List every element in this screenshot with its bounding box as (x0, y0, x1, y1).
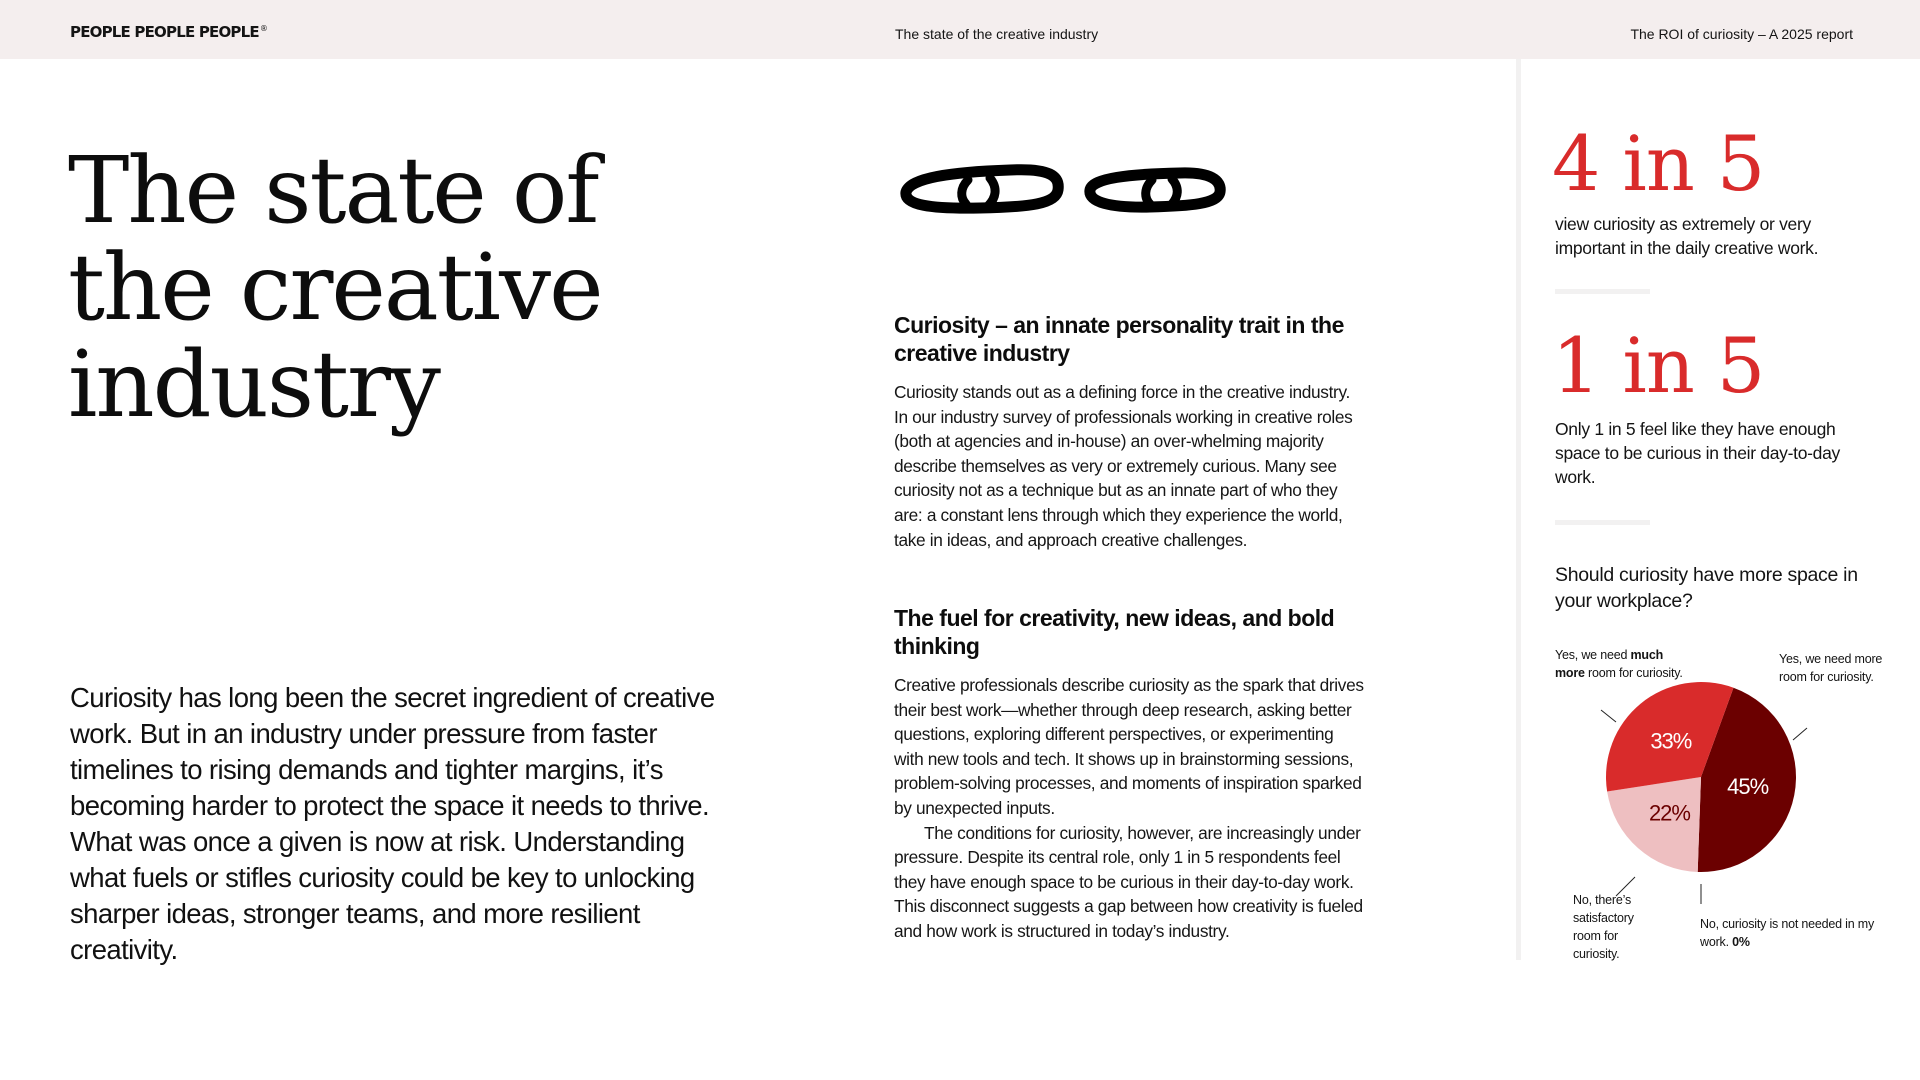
callout-text: Yes, we need (1555, 648, 1631, 662)
report-title: The ROI of curiosity – A 2025 report (1630, 26, 1853, 42)
logo-text: PEOPLE PEOPLE PEOPLE (70, 23, 259, 41)
chain-links-icon (890, 150, 1240, 230)
stat-divider (1555, 520, 1650, 525)
pie-slice-label: 22% (1648, 800, 1690, 826)
chain-link-left-inner-2 (988, 178, 995, 206)
section-body (894, 673, 1364, 944)
section-title: The state of the creative industry (895, 26, 1099, 42)
pie-callout-much-more (1555, 646, 1685, 682)
pie-callout-satisfactory (1573, 891, 1663, 963)
page-title: The state of the creative industry (68, 137, 602, 438)
intro-paragraph: Curiosity has long been the secret ingredient of creative work. But in an industry under pressure from faster timelines to rising demands and tighter margins, it’s becoming harder to protect the space it needs to thrive. What was once a given is now at risk. Understanding what fuels or stifles curiosity could be key to unlocking sharper ideas, stronger teams, and more resilient creativity. (70, 682, 715, 965)
callout-leader-line (1601, 710, 1616, 722)
chain-link-right-inner-2 (1172, 179, 1177, 204)
callout-text: more room for curiosity. (1779, 652, 1883, 684)
stat-divider (1555, 289, 1650, 294)
callout-bold: much more (1555, 648, 1664, 680)
column-divider (1516, 59, 1521, 960)
section-heading-curiosity-trait: Curiosity – an innate personality trait in the creative industry (894, 312, 1344, 366)
chart-title: Should curiosity have more space in your workplace? (1555, 564, 1858, 612)
pie-callout-not-needed (1700, 915, 1880, 951)
pie-slice-label: 45% (1727, 774, 1769, 800)
section-paragraph: Curiosity stands out as a defining force in the creative industry. In our industry survey of professionals working in creative roles (both at agencies and in-house) an over-whelming majority describe themselves as very or extremely curious. Many see curiosity not as a technique but as an innate part of who they are: a constant lens through which they experience the world, take in ideas, and approach creative challenges. (894, 382, 1353, 550)
section-heading-fuel-for-creativity: The fuel for creativity, new ideas, and bold thinking (894, 605, 1335, 659)
stat-number: 4 in 5 (1552, 119, 1765, 208)
pie-slice-label: 33% (1650, 728, 1692, 754)
stat-description: Only 1 in 5 feel like they have enough space to be curious in their day-to-day work. (1555, 419, 1840, 487)
callout-leader-line (1793, 728, 1807, 740)
brand-logo[interactable] (70, 23, 267, 41)
section-paragraph: Creative professionals describe curiosity as the spark that drives their best work—whether through deep research, asking better questions, exploring different perspectives, or experimenting with new tools and tech. It shows up in brainstorming sessions, problem-solving processes, and moments of inspiration sparked by unexpected inputs. (894, 675, 1364, 818)
callout-text: room for curiosity. (1584, 666, 1683, 680)
stat-number: 1 in 5 (1552, 321, 1765, 410)
chain-link-left-outer (906, 170, 1058, 208)
callout-bold: 0% (1732, 935, 1750, 949)
section-paragraph: The conditions for curiosity, however, are increasingly under pressure. Despite its central role, only 1 in 5 respondents feel they have enough space to be curious in their day-to-day work. This disconnect suggests a gap between how creativity is fueled and how work is structured in today’s industry. (894, 822, 1363, 941)
header-bar (0, 0, 1920, 59)
callout-text: Yes, we need (1779, 652, 1855, 666)
chain-link-right-inner-1 (1146, 180, 1152, 204)
stat-description: view curiosity as extremely or very important in the daily creative work. (1555, 214, 1819, 258)
chain-link-left-inner-1 (962, 180, 968, 204)
pie-callout-more (1779, 650, 1889, 686)
callout-text: No, there’s satisfactory room for curiosity. (1573, 893, 1634, 961)
callout-text: No, curiosity is not needed in my work. (1700, 917, 1875, 949)
registered-mark: ® (259, 24, 268, 33)
